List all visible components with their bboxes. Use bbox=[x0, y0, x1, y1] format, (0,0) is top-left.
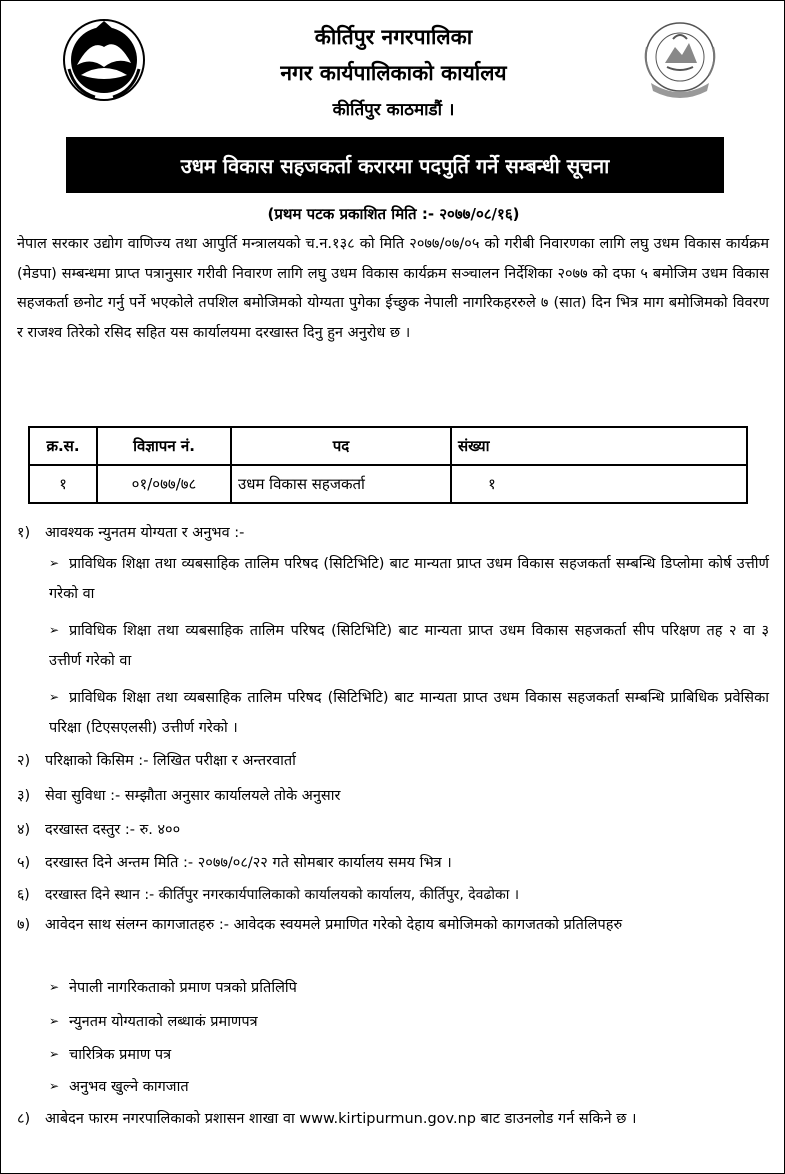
publication-date: (प्रथम पटक प्रकाशित मिति :- २०७७/०८/१६) bbox=[267, 205, 520, 223]
qualification-text: प्राविधिक शिक्षा तथा व्यबसाहिक तालिम परिषद (सिटिभिटि) बाट मान्यता प्राप्त उधम विकास सहजकर्ता सीप परिक्षण तह २ वा ३ उत्तीर्ण गरेको वा bbox=[49, 623, 769, 669]
item-number: ८) bbox=[17, 1111, 31, 1127]
item-attachments bbox=[17, 911, 769, 941]
qualification-1 bbox=[49, 549, 769, 609]
intro-paragraph: नेपाल सरकार उद्योग वाणिज्य तथा आपुर्ति मन्त्रालयको च.न.१३८ को मिति २०७७/०७/०५ को गरीबी निवारणका लागि लघु उधम विकास कार्यक्रम (मेडपा) सम्बन्धमा प्राप्त पत्रानुसार गरीवी निवारण लागि लघु उधम विकास कार्यक्रम सञ्चालन निर्देशिका २०७७ को दफा ५ बमोजिम उधम विकास सहजकर्ता छनोट गर्नु पर्ने भएकोले तपशिल बमोजिमको योग्यता पुगेका ईच्छुक नेपाली नागरिकहररुले ७ (सात) दिन भित्र माग बमोजिमको विवरण र राजश्व तिरेको रसिद सहित यस कार्यालयमा दरखास्त दिनु हुन अनुरोध छ । bbox=[17, 236, 769, 341]
office-name: नगर कार्यपालिकाको कार्यालय bbox=[280, 61, 507, 85]
col-header-ad-number: विज्ञापन नं. bbox=[97, 427, 231, 465]
item-text: दरखास्त दिने स्थान :- कीर्तिपुर नगरकार्यपालिकाको कार्यालयको कार्यालय, कीर्तिपुर, देवढोका । bbox=[45, 887, 520, 903]
qualification-3 bbox=[49, 683, 769, 743]
arrow-bullet-icon: ➢ bbox=[49, 623, 60, 637]
cell-count-value: १ bbox=[488, 475, 496, 493]
document-3 bbox=[49, 1040, 769, 1071]
arrow-bullet-icon: ➢ bbox=[49, 1047, 60, 1061]
cell-serial: १ bbox=[29, 465, 97, 503]
document-text: अनुभव खुल्ने कागजात bbox=[69, 1079, 189, 1095]
cell-post: उधम विकास सहजकर्ता bbox=[231, 465, 451, 503]
item-number: ७) bbox=[17, 917, 31, 933]
vacancy-table bbox=[28, 426, 748, 504]
item-benefits bbox=[17, 785, 769, 805]
arrow-bullet-icon: ➢ bbox=[49, 690, 60, 704]
col-header-serial: क्र.स. bbox=[29, 427, 97, 465]
qualification-text: प्राविधिक शिक्षा तथा व्यबसाहिक तालिम परिषद (सिटिभिटि) बाट मान्यता प्राप्त उधम विकास सहजकर्ता सम्बन्धि डिप्लोमा कोर्ष उत्तीर्ण गरेको वा bbox=[49, 556, 769, 602]
item-qualification-heading bbox=[17, 522, 769, 542]
item-application-form bbox=[17, 1105, 769, 1135]
item-exam-type bbox=[17, 750, 769, 770]
item-number: ४) bbox=[17, 822, 31, 838]
office-location: कीर्तिपुर काठमाडौं । bbox=[332, 100, 455, 120]
item-text: परिक्षाको किसिम :- लिखित परीक्षा र अन्तरवार्ता bbox=[45, 753, 296, 769]
item-text: दरखास्त दिने अन्तम मिति :- २०७७/०८/२२ गते सोमबार कार्यालय समय भित्र । bbox=[45, 855, 452, 871]
item-number: ५) bbox=[17, 855, 31, 871]
qualification-2 bbox=[49, 616, 769, 676]
qualification-text: प्राविधिक शिक्षा तथा व्यबसाहिक तालिम परिषद (सिटिभिटि) बाट मान्यता प्राप्त उधम विकास सहजकर्ता सम्बन्धि प्राबिधिक प्रवेसिका परिक्षा (टिएसएलसी) उत्तीर्ण गरेको । bbox=[49, 690, 769, 736]
item-text: आवेदन साथ संलग्न कागजातहरु :- आवेदक स्वयमले प्रमाणित गरेको देहाय बमोजिमको कागजतको प्रतिलिपहरु bbox=[45, 917, 623, 933]
item-number: १) bbox=[17, 525, 31, 541]
item-venue bbox=[17, 885, 769, 904]
cell-count bbox=[451, 465, 747, 503]
document-1 bbox=[49, 973, 769, 1004]
item-text: सेवा सुविधा :- सम्झौता अनुसार कार्यालयले तोके अनुसार bbox=[45, 788, 341, 804]
document-4 bbox=[49, 1072, 769, 1103]
document-2 bbox=[49, 1007, 769, 1038]
arrow-bullet-icon: ➢ bbox=[49, 1014, 60, 1028]
table-header-row bbox=[29, 427, 747, 465]
notice-title: उधम विकास सहजकर्ता करारमा पदपुर्ति गर्ने सम्बन्धी सूचना bbox=[180, 153, 610, 178]
cell-ad-number: ०१/०७७/७८ bbox=[97, 465, 231, 503]
table-row bbox=[29, 465, 747, 503]
item-number: २) bbox=[17, 753, 31, 769]
arrow-bullet-icon: ➢ bbox=[49, 556, 60, 570]
item-text: आवश्यक न्युनतम योग्यता र अनुभव :- bbox=[45, 525, 245, 541]
col-header-post: पद bbox=[231, 427, 451, 465]
item-text: दरखास्त दस्तुर :- रु. ४०० bbox=[45, 822, 181, 838]
item-number: ३) bbox=[17, 788, 31, 804]
municipality-name: कीर्तिपुर नगरपालिका bbox=[314, 25, 473, 49]
arrow-bullet-icon: ➢ bbox=[49, 980, 60, 994]
item-deadline bbox=[17, 852, 769, 872]
document-text: नेपाली नागरिकताको प्रमाण पत्रको प्रतिलिपि bbox=[69, 980, 297, 996]
document-text: न्युनतम योग्यताको लब्धाकं प्रमाणपत्र bbox=[69, 1014, 258, 1030]
col-header-count: संख्या bbox=[451, 427, 747, 465]
item-number: ६) bbox=[17, 887, 30, 903]
arrow-bullet-icon: ➢ bbox=[49, 1079, 60, 1093]
item-fee bbox=[17, 819, 769, 839]
document-text: चारित्रिक प्रमाण पत्र bbox=[69, 1047, 172, 1063]
notice-title-banner bbox=[66, 137, 724, 193]
item-text: आबेदन फारम नगरपालिकाको प्रशासन शाखा वा www.kirtipurmun.gov.np बाट डाउनलोड गर्न सकिने छ । bbox=[45, 1111, 637, 1127]
